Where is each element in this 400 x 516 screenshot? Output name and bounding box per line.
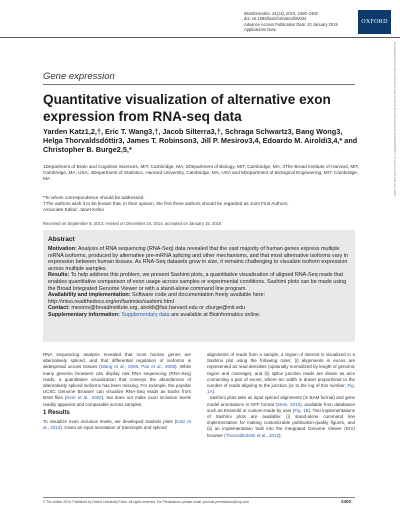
journal-metadata <box>244 11 354 33</box>
sashimi-rules-paragraph: alignments of reads from a sample, a region of interest is visualized in a Sashimi plot using the following rules: (i) alignments in exons are represented as read densities (optionally normalized by length of genomic region and coverage), and (ii) splice junction reads are drawn as arcs connecting a pair of exons, where arc width is drawn proportional to the number of reads aligning to the junction (or to the log of this number; Fig. 1A). <box>207 352 355 395</box>
oxford-logo: OXFORD <box>358 10 391 34</box>
sashimi-input-paragraph: Sashimi plots take as input spliced alignments (in BAM format) and gene model annotations in GFF format (Stein, 2010), available from databases such as Ensembl or custom-made by user (Fig. 1B). Two implementations of Sashimi plots are available: (i) stand-alone command line implementation for making customizable publication-quality figures, and (ii) an implementation built into the Integrated Genome Viewer (IGV) browser (Thorvaldsdóttir et al., 2013), <box>207 395 356 438</box>
results-paragraph-container <box>43 419 191 431</box>
results-heading: 1 Results <box>43 410 70 416</box>
citation-link[interactable]: Thorvaldsdóttir et al., 2013 <box>225 432 280 438</box>
received-dates: Received on September 8, 2014; revised on December 24, 2014; accepted on January 15, 2015 <box>43 221 222 226</box>
abstract-supplementary: Supplementary information: Supplementary data are available at Bioinformatics online. <box>48 311 261 318</box>
citation-link[interactable]: Katz et al., 2013 <box>43 419 191 431</box>
abstract-body <box>48 246 351 319</box>
intro-paragraph: RNA sequencing analysis revealed that most human genes are alternatively spliced, and that differential regulation of isoforms is widespread across tissues (Wang et al., 2008, Pan et al., 2008). While many genome browsers can display raw RNA sequencing (RNA-Seq) reads, a quantitative visualization that conveys the abundances of alternatively spliced isoforms has been missing. For example, the popular UCSC Genome Browser can visualize RNA-Seq reads as tracks from BAM files (Kent et al., 2002), but does not make exon inclusion levels readily apparent and comparable across samples. <box>43 352 191 407</box>
paper-title: Quantitative visualization of alternative exon expression from RNA-seq data <box>43 92 331 124</box>
correspondence-note: *To whom correspondence should be addressed. <box>43 195 145 200</box>
abstract-heading: Abstract <box>48 236 75 243</box>
advance-access-date: Advance Access Publication Date: 22 January 2015 <box>244 21 338 27</box>
article-type: Applications Note <box>244 27 276 33</box>
citation-link[interactable]: Stein, 2010 <box>277 401 301 407</box>
results-paragraph: To visualize exon inclusion levels, we developed Sashimi plots (Katz et al., 2013). Given an input annotation of transcripts and spliced <box>43 419 191 431</box>
doi[interactable]: doi: 10.1093/bioinformatics/btv034 <box>244 16 307 22</box>
author-list: Yarden Katz1,2,†, Eric T. Wang3,†, Jacob Silterra3,†, Schraga Schwartz3, Bang Wong3, Helga Thorvaldsdóttir3, James T. Robinson3, Jill P. Mesirov3,4, Edoardo M. Airoldi3,4,* and Christopher B. Burge2,5,* <box>43 127 358 155</box>
citation-link[interactable]: Wang et al., 2008, Pan et al., 2008 <box>100 364 175 370</box>
supplementary-link[interactable]: Supplementary data <box>119 311 170 318</box>
affiliations: 1Department of Brain and Cognitive Sciences, MIT, Cambridge, MA, 2Department of Biology, MIT, Cambridge, MA, 3The Broad Institute of Harvard, MIT, Cambridge, MA, USA, 4Department of Statistics, Harvard University, Cambridge, MA, USA and 5Department of Biological Engineering, MIT, Cambridge, MA <box>43 164 360 182</box>
download-watermark: Downloaded from https://academic.oup.com/bioinformatics/article/31/14/2400/255677 by guest on 03 February 2022 <box>393 42 397 197</box>
joint-authors-note: †The authors wish it to be known that, in their opinion, the first three authors should be regarded as Joint First Authors. <box>43 201 289 207</box>
page-number: 2400 <box>341 499 352 504</box>
header-rule <box>0 37 400 38</box>
author-notes <box>43 195 363 213</box>
abstract-results: Results: To help address this problem, we present Sashimi plots, a quantitative visualization of aligned RNA-Seq reads that enables quantitative comparison of exon usage across samples or experimental conditions. Sashimi plots can be made using the Broad Integrated Genome Viewer or with a stand-alone command line program. <box>48 272 347 292</box>
citation-link[interactable]: Kent et al., 2002 <box>66 395 102 401</box>
body-column-right <box>207 352 355 439</box>
abstract-availability: Availability and implementation: Software code and documentation freely available here: http://miso.readthedocs.org/en/fastmiso/sashimi.html <box>48 292 266 305</box>
associate-editor: Associate Editor: Janet Kelso <box>43 207 104 213</box>
figure-link[interactable]: Fig. 1B <box>294 407 309 413</box>
figure-link[interactable]: Fig. 1A <box>207 383 355 395</box>
abstract-motivation: Motivation: Analysis of RNA sequencing (RNA-Seq) data revealed that the vast majority of human genes express multiple mRNA isoforms, produced by alternative pre-mRNA splicing and other mechanisms, and that most alternative isoforms vary in expression between human tissues. As RNA-Seq datasets grow in size, it remains challenging to visualize isoform expression across multiple samples. <box>48 246 348 272</box>
abstract-contact: Contact: mesirov@broadinstitute.org, airoldi@fas.harvard.edu or cburge@mit.edu <box>48 305 246 312</box>
section-label: Gene expression <box>43 71 115 82</box>
copyright-notice: © The Author 2015. Published by Oxford University Press. All rights reserved. For Permissions, please email: journals.permissions@oup.com <box>43 500 249 504</box>
journal-citation: Bioinformatics, 31(14), 2015, 2400–2402 <box>244 11 318 16</box>
section-rule <box>43 84 355 85</box>
body-column-left <box>43 352 191 408</box>
footer-rule <box>43 497 355 498</box>
